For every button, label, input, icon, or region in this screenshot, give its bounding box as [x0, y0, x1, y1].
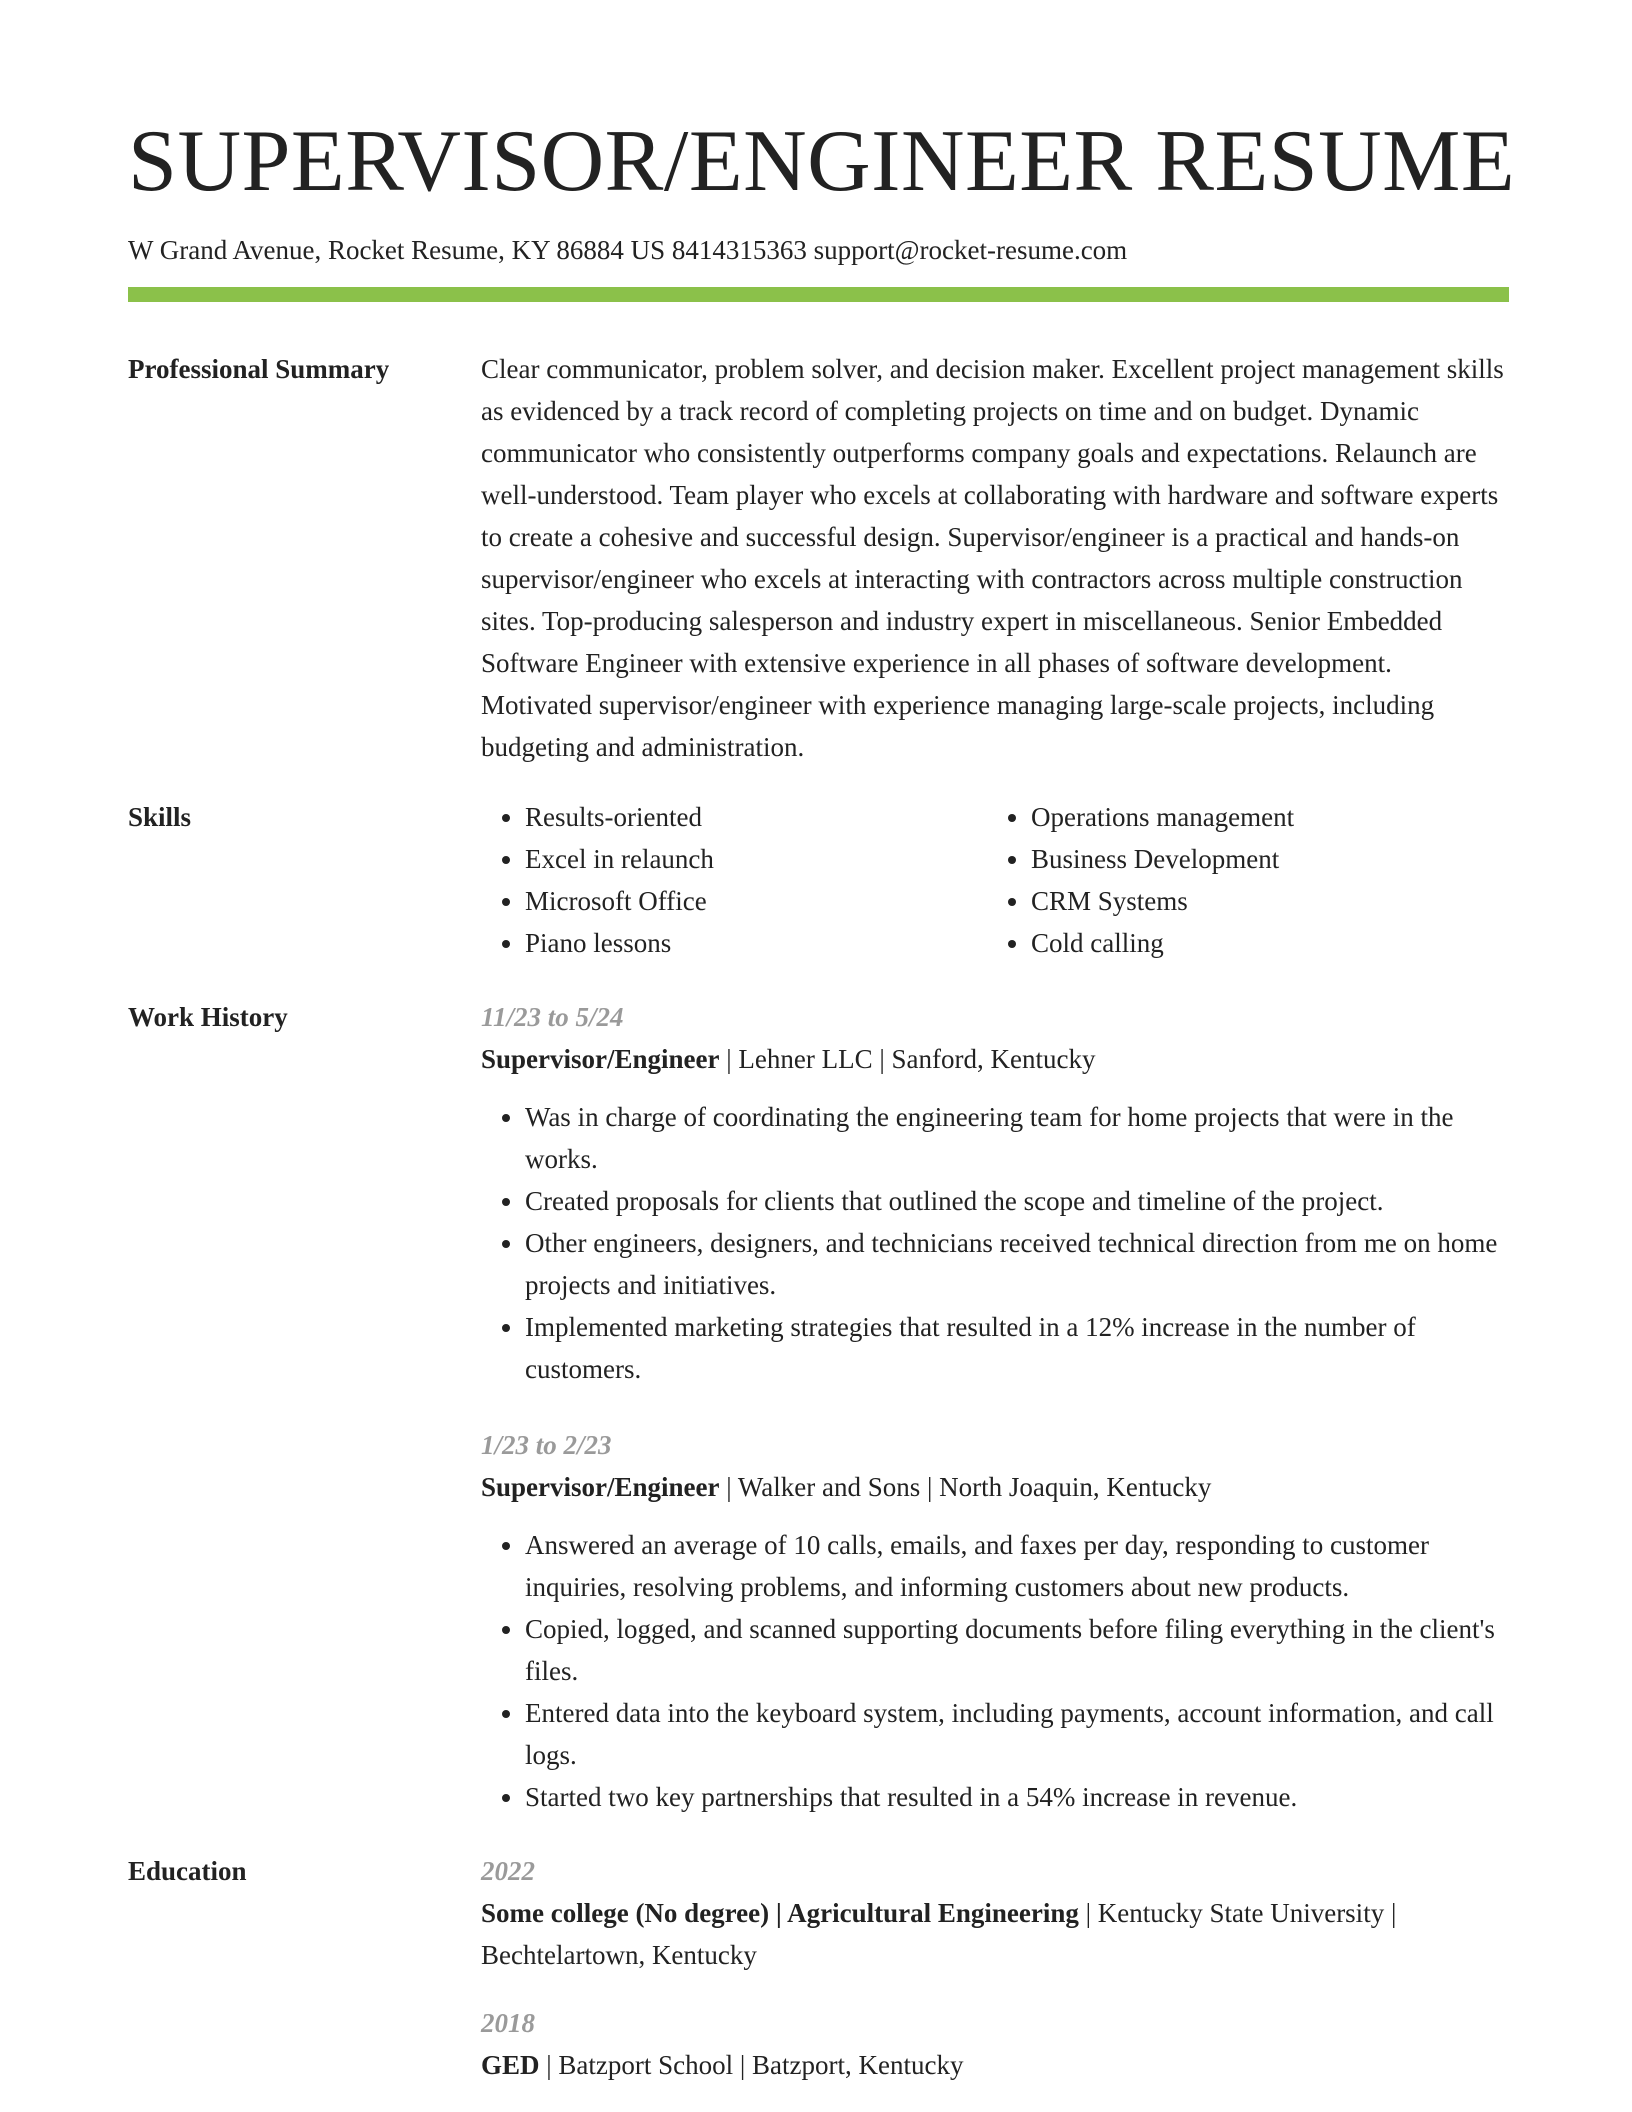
skill-item: • Business Development — [1031, 838, 1493, 880]
skill-item: • Cold calling — [1031, 922, 1493, 964]
job-date: 1/23 to 2/23 — [481, 1430, 612, 1460]
job-heading — [481, 1466, 1509, 1508]
education-title: Some college (No degree) | Agricultural Engineering — [481, 1898, 1079, 1928]
skills-grid — [481, 796, 1509, 964]
work-body — [481, 996, 1509, 1818]
job-details: | Walker and Sons | North Joaquin, Kentucky — [719, 1472, 1212, 1502]
summary-body — [481, 348, 1509, 768]
job-bullet: • Copied, logged, and scanned supporting documents before filing everything in the client's files. — [525, 1608, 1509, 1692]
job-entry — [481, 1424, 1509, 1818]
job-details: | Lehner LLC | Sanford, Kentucky — [719, 1044, 1096, 1074]
education-date: 2022 — [481, 1856, 535, 1886]
education-body — [481, 1850, 1509, 2086]
resume-title: SUPERVISOR/ENGINEER RESUME — [128, 113, 1516, 210]
job-bullet: • Created proposals for clients that outlined the scope and timeline of the project. — [525, 1180, 1509, 1222]
education-title: GED — [481, 2050, 540, 2080]
job-date: 11/23 to 5/24 — [481, 1002, 624, 1032]
education-entry — [481, 1850, 1509, 1976]
education-heading — [481, 2044, 1509, 2086]
header-divider — [128, 287, 1509, 302]
education-details: | Batzport School | Batzport, Kentucky — [539, 2050, 964, 2080]
job-heading — [481, 1038, 1509, 1080]
education-date: 2018 — [481, 2008, 535, 2038]
summary-text: Clear communicator, problem solver, and decision maker. Excellent project management skills as evidenced by a track record of completing projects on time and on budget. Dynamic communicator who consistently outperforms company goals and expectations. Relaunch are well-understood. Team player who excels at collaborating with hardware and software experts to create a cohesive and successful design. Supervisor/engineer is a practical and hands-on supervisor/engineer who excels at interacting with contractors across multiple construction sites. Top-producing salesperson and industry expert in miscellaneous. Senior Embedded Software Engineer with extensive experience in all phases of software development. Motivated supervisor/engineer with experience managing large-scale projects, including budgeting and administration. — [481, 354, 1504, 762]
skill-item: • Operations management — [1031, 796, 1493, 838]
job-bullets — [481, 1524, 1509, 1818]
job-bullet: • Was in charge of coordinating the engineering team for home projects that were in the works. — [525, 1096, 1509, 1180]
skill-item: • Results-oriented — [525, 796, 987, 838]
skill-item: • Piano lessons — [525, 922, 987, 964]
job-bullet: • Implemented marketing strategies that resulted in a 12% increase in the number of customers. — [525, 1306, 1509, 1390]
skills-label: Skills — [128, 802, 192, 832]
skills-column-left — [481, 796, 987, 964]
job-entry — [481, 996, 1509, 1390]
education-label: Education — [128, 1856, 247, 1886]
work-label: Work History — [128, 1002, 288, 1032]
skill-item: • Excel in relaunch — [525, 838, 987, 880]
education-entry — [481, 2002, 1509, 2086]
contact-line: W Grand Avenue, Rocket Resume, KY 86884 US 8414315363 support@rocket-resume.com — [128, 235, 1128, 265]
job-bullets — [481, 1096, 1509, 1390]
job-bullet: • Other engineers, designers, and technicians received technical direction from me on home projects and initiatives. — [525, 1222, 1509, 1306]
skills-column-right — [987, 796, 1493, 964]
summary-label: Professional Summary — [128, 354, 390, 384]
job-title: Supervisor/Engineer — [481, 1044, 720, 1074]
education-details: | Kentucky State University | Bechtelartown, Kentucky — [481, 1898, 1397, 1970]
education-heading — [481, 1892, 1509, 1976]
job-bullet: • Started two key partnerships that resulted in a 54% increase in revenue. — [525, 1776, 1509, 1818]
job-bullet: • Entered data into the keyboard system, including payments, account information, and call logs. — [525, 1692, 1509, 1776]
skill-item: • Microsoft Office — [525, 880, 987, 922]
job-bullet: • Answered an average of 10 calls, emails, and faxes per day, responding to customer inquiries, resolving problems, and informing customers about new products. — [525, 1524, 1509, 1608]
skills-body — [481, 796, 1509, 964]
skill-item: • CRM Systems — [1031, 880, 1493, 922]
job-title: Supervisor/Engineer — [481, 1472, 720, 1502]
